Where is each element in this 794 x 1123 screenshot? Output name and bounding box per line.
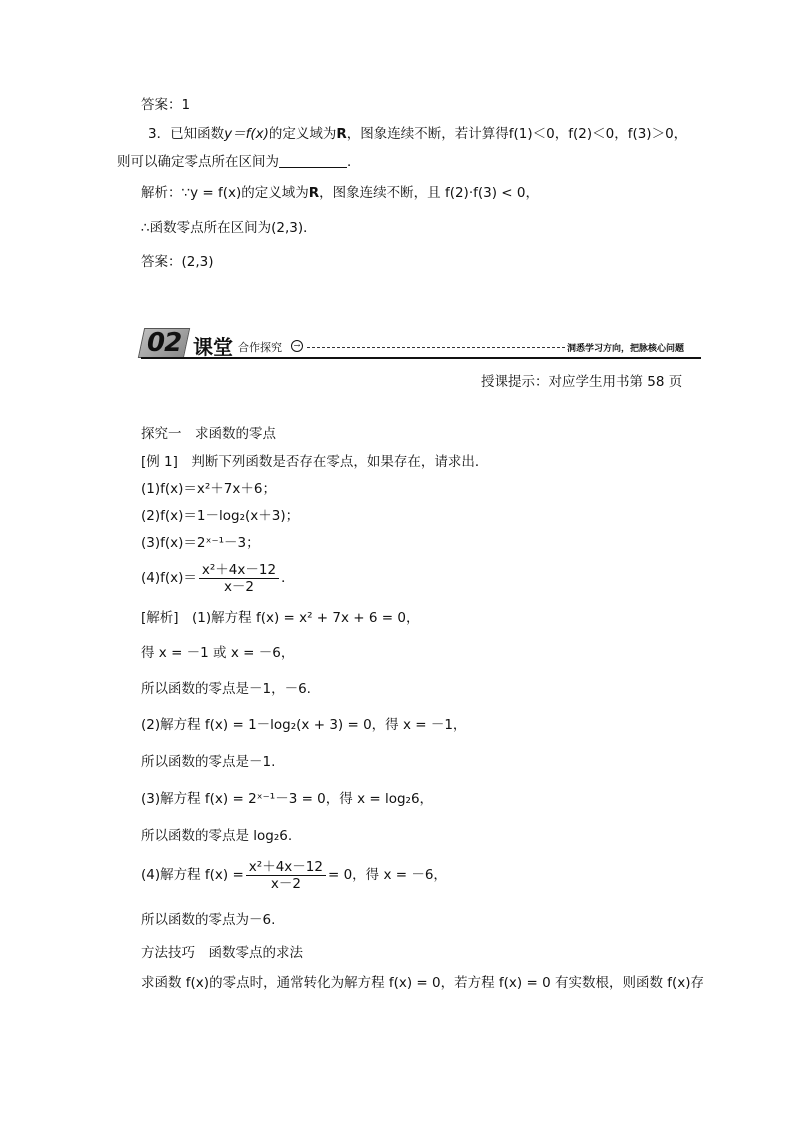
s4-suffix: = 0，得 x = －6， [327,867,447,883]
q3-line2-end: ． [347,154,361,170]
example-1: [例 1] 判断下列函数是否存在零点，如果存在，请求出． [141,454,489,470]
s4-denominator: x－2 [270,875,301,892]
solution-4b: 所以函数的零点为－6. [141,912,276,928]
q3-rest: ，图象连续不断，若计算得 [346,126,509,142]
analysis-text2: ，图象连续不断，且 f(2)·f(3) < 0， [319,185,539,201]
item4-end: ． [281,570,295,586]
answer-1: 答案：1 [141,97,191,113]
section-title: 课堂 [193,335,233,359]
solution-4 [141,858,447,892]
s4-fraction [246,859,326,892]
explore-heading: 探究一 求函数的零点 [141,426,276,442]
item4-fraction [199,562,279,595]
item4-numerator: x²＋4x－12 [199,562,279,579]
answer-3: 答案：(2,3) [141,254,214,270]
solution-2: (2)解方程 f(x) = 1－log₂(x + 3) = 0，得 x = －1， [141,717,467,733]
item4-prefix: (4)f(x)＝ [141,570,197,586]
answer-blank [279,155,347,168]
method-heading: 方法技巧 函数零点的求法 [141,945,303,961]
example-item-2: (2)f(x)＝1－log₂(x＋3)； [141,508,300,524]
analysis-3 [141,183,539,203]
q3-R: R [336,126,347,142]
solution-2b: 所以函数的零点是－1. [141,754,276,770]
q3-cond: f(1)＜0，f(2)＜0，f(3)＞0， [508,126,688,142]
analysis-label: 解析： [141,185,182,201]
q3-func: y＝f(x) [224,126,269,142]
question-3-line1 [148,124,687,144]
q3-line2-text: 则可以确定零点所在区间为 [117,154,279,170]
analysis-text1: ∵y = f(x)的定义域为 [181,185,309,201]
section-subtitle: 合作探究 [238,341,282,354]
dashed-divider [307,347,565,348]
solution-1: [解析] (1)解方程 f(x) = x² + 7x + 6 = 0， [141,610,420,626]
example-item-4 [141,561,295,595]
section-slogan: 洞悉学习方向，把脉核心问题 [567,344,685,354]
example-item-1: (1)f(x)＝x²＋7x＋6； [141,481,276,497]
arrow-right-icon: → [291,340,303,352]
question-3-line2 [117,152,361,172]
solution-3b: 所以函数的零点是 log₂6. [141,828,293,844]
example-item-3: (3)f(x)＝2ˣ⁻¹－3； [141,535,260,551]
solution-1b: 得 x = －1 或 x = －6， [141,645,295,661]
q3-def: 的定义域为 [268,126,337,142]
analysis-R: R [308,185,320,201]
section-rule [141,357,701,359]
solution-1c: 所以函数的零点是－1，－6. [141,681,311,697]
section-number: 02 [147,328,182,358]
section-banner [141,328,701,360]
q3-prefix: 3．已知函数 [148,126,225,142]
method-text: 求函数 f(x)的零点时，通常转化为解方程 f(x) = 0，若方程 f(x) = 0 有实数根，则函数 f(x)存 [141,975,705,991]
solution-3: (3)解方程 f(x) = 2ˣ⁻¹－3 = 0，得 x = log₂6， [141,791,434,807]
s4-prefix: (4)解方程 f(x) = [141,867,244,883]
lesson-tip: 授课提示：对应学生用书第 58 页 [481,374,683,390]
item4-denominator: x－2 [223,578,255,595]
s4-numerator: x²＋4x－12 [246,859,326,876]
analysis-3-conclusion: ∴函数零点所在区间为(2,3)． [141,220,317,236]
